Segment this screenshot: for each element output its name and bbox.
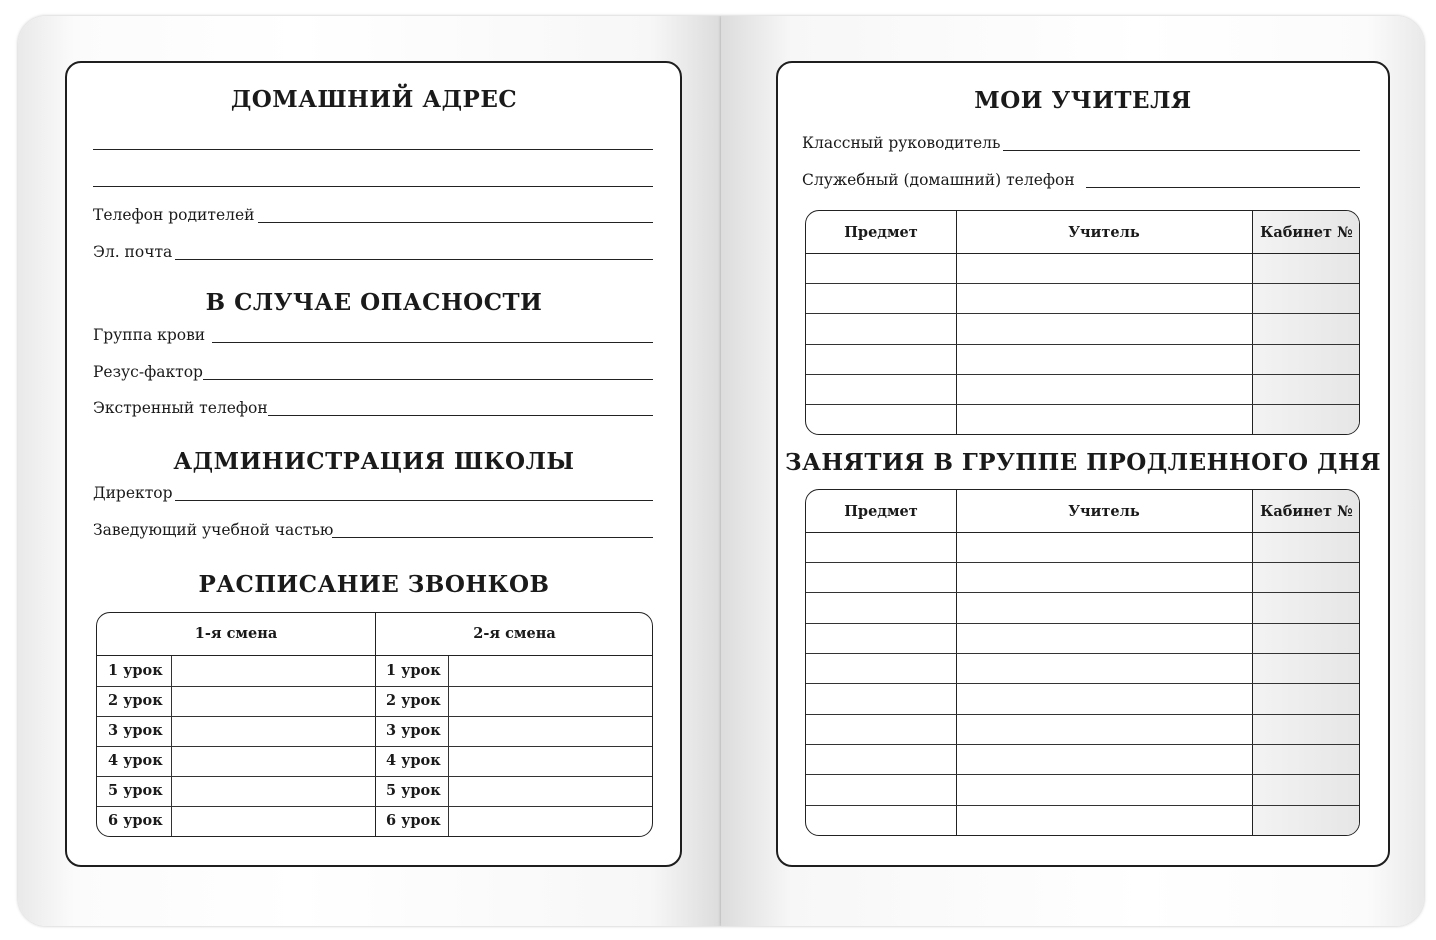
- shift2-lesson-2: 2 урок: [386, 692, 441, 709]
- director-label: Директор: [93, 484, 173, 502]
- emergency-phone-label: Экстренный телефон: [93, 399, 268, 417]
- home-address-title: ДОМАШНИЙ АДРЕС: [230, 86, 518, 113]
- shift1-lesson-4: 4 урок: [108, 752, 163, 769]
- shift2-lesson-5: 5 урок: [386, 782, 441, 799]
- shift1-lesson-6: 6 урок: [108, 812, 163, 829]
- extended-day-title: ЗАНЯТИЯ В ГРУППЕ ПРОДЛЕННОГО ДНЯ: [785, 449, 1381, 476]
- emergency-phone-field[interactable]: [268, 415, 653, 416]
- address-line-2[interactable]: [93, 186, 653, 187]
- shift2-lesson-1: 1 урок: [386, 662, 441, 679]
- shift2-header: 2-я смена: [473, 625, 556, 642]
- shift2-lesson-3: 3 урок: [386, 722, 441, 739]
- head-teacher-field[interactable]: [332, 537, 653, 538]
- extended-day-table: [805, 489, 1360, 836]
- parents-phone-label: Телефон родителей: [93, 206, 255, 224]
- teachers-col-room: Кабинет №: [1260, 224, 1353, 241]
- teachers-col-subject: Предмет: [844, 224, 918, 241]
- head-teacher-label: Заведующий учебной частью: [93, 521, 334, 539]
- shift1-lesson-1: 1 урок: [108, 662, 163, 679]
- class-teacher-label: Классный руководитель: [802, 134, 1001, 152]
- extended-col-room: Кабинет №: [1260, 503, 1353, 520]
- teacher-phone-field[interactable]: [1086, 187, 1360, 188]
- shift1-header: 1-я смена: [194, 625, 278, 642]
- shift1-lesson-5: 5 урок: [108, 782, 163, 799]
- rh-factor-label: Резус-фактор: [93, 363, 203, 381]
- bell-schedule-table: [96, 612, 653, 837]
- emergency-title: В СЛУЧАЕ ОПАСНОСТИ: [205, 289, 543, 316]
- director-field[interactable]: [175, 500, 653, 501]
- shift2-lesson-6: 6 урок: [386, 812, 441, 829]
- extended-col-subject: Предмет: [844, 503, 918, 520]
- teachers-table: [805, 210, 1360, 435]
- shift1-lesson-3: 3 урок: [108, 722, 163, 739]
- administration-title: АДМИНИСТРАЦИЯ ШКОЛЫ: [173, 448, 575, 475]
- teacher-phone-label: Служебный (домашний) телефон: [802, 171, 1075, 189]
- shift1-lesson-2: 2 урок: [108, 692, 163, 709]
- blood-group-field[interactable]: [212, 342, 653, 343]
- shift2-lesson-4: 4 урок: [386, 752, 441, 769]
- address-line-1[interactable]: [93, 149, 653, 150]
- my-teachers-title: МОИ УЧИТЕЛЯ: [974, 87, 1192, 114]
- blood-group-label: Группа крови: [93, 326, 206, 344]
- rh-factor-field[interactable]: [203, 379, 653, 380]
- extended-col-teacher: Учитель: [1068, 503, 1140, 520]
- email-label: Эл. почта: [93, 243, 173, 261]
- parents-phone-field[interactable]: [258, 222, 653, 223]
- bell-schedule-title: РАСПИСАНИЕ ЗВОНКОВ: [198, 571, 550, 598]
- class-teacher-field[interactable]: [1003, 150, 1360, 151]
- teachers-col-teacher: Учитель: [1068, 224, 1140, 241]
- email-field[interactable]: [175, 259, 653, 260]
